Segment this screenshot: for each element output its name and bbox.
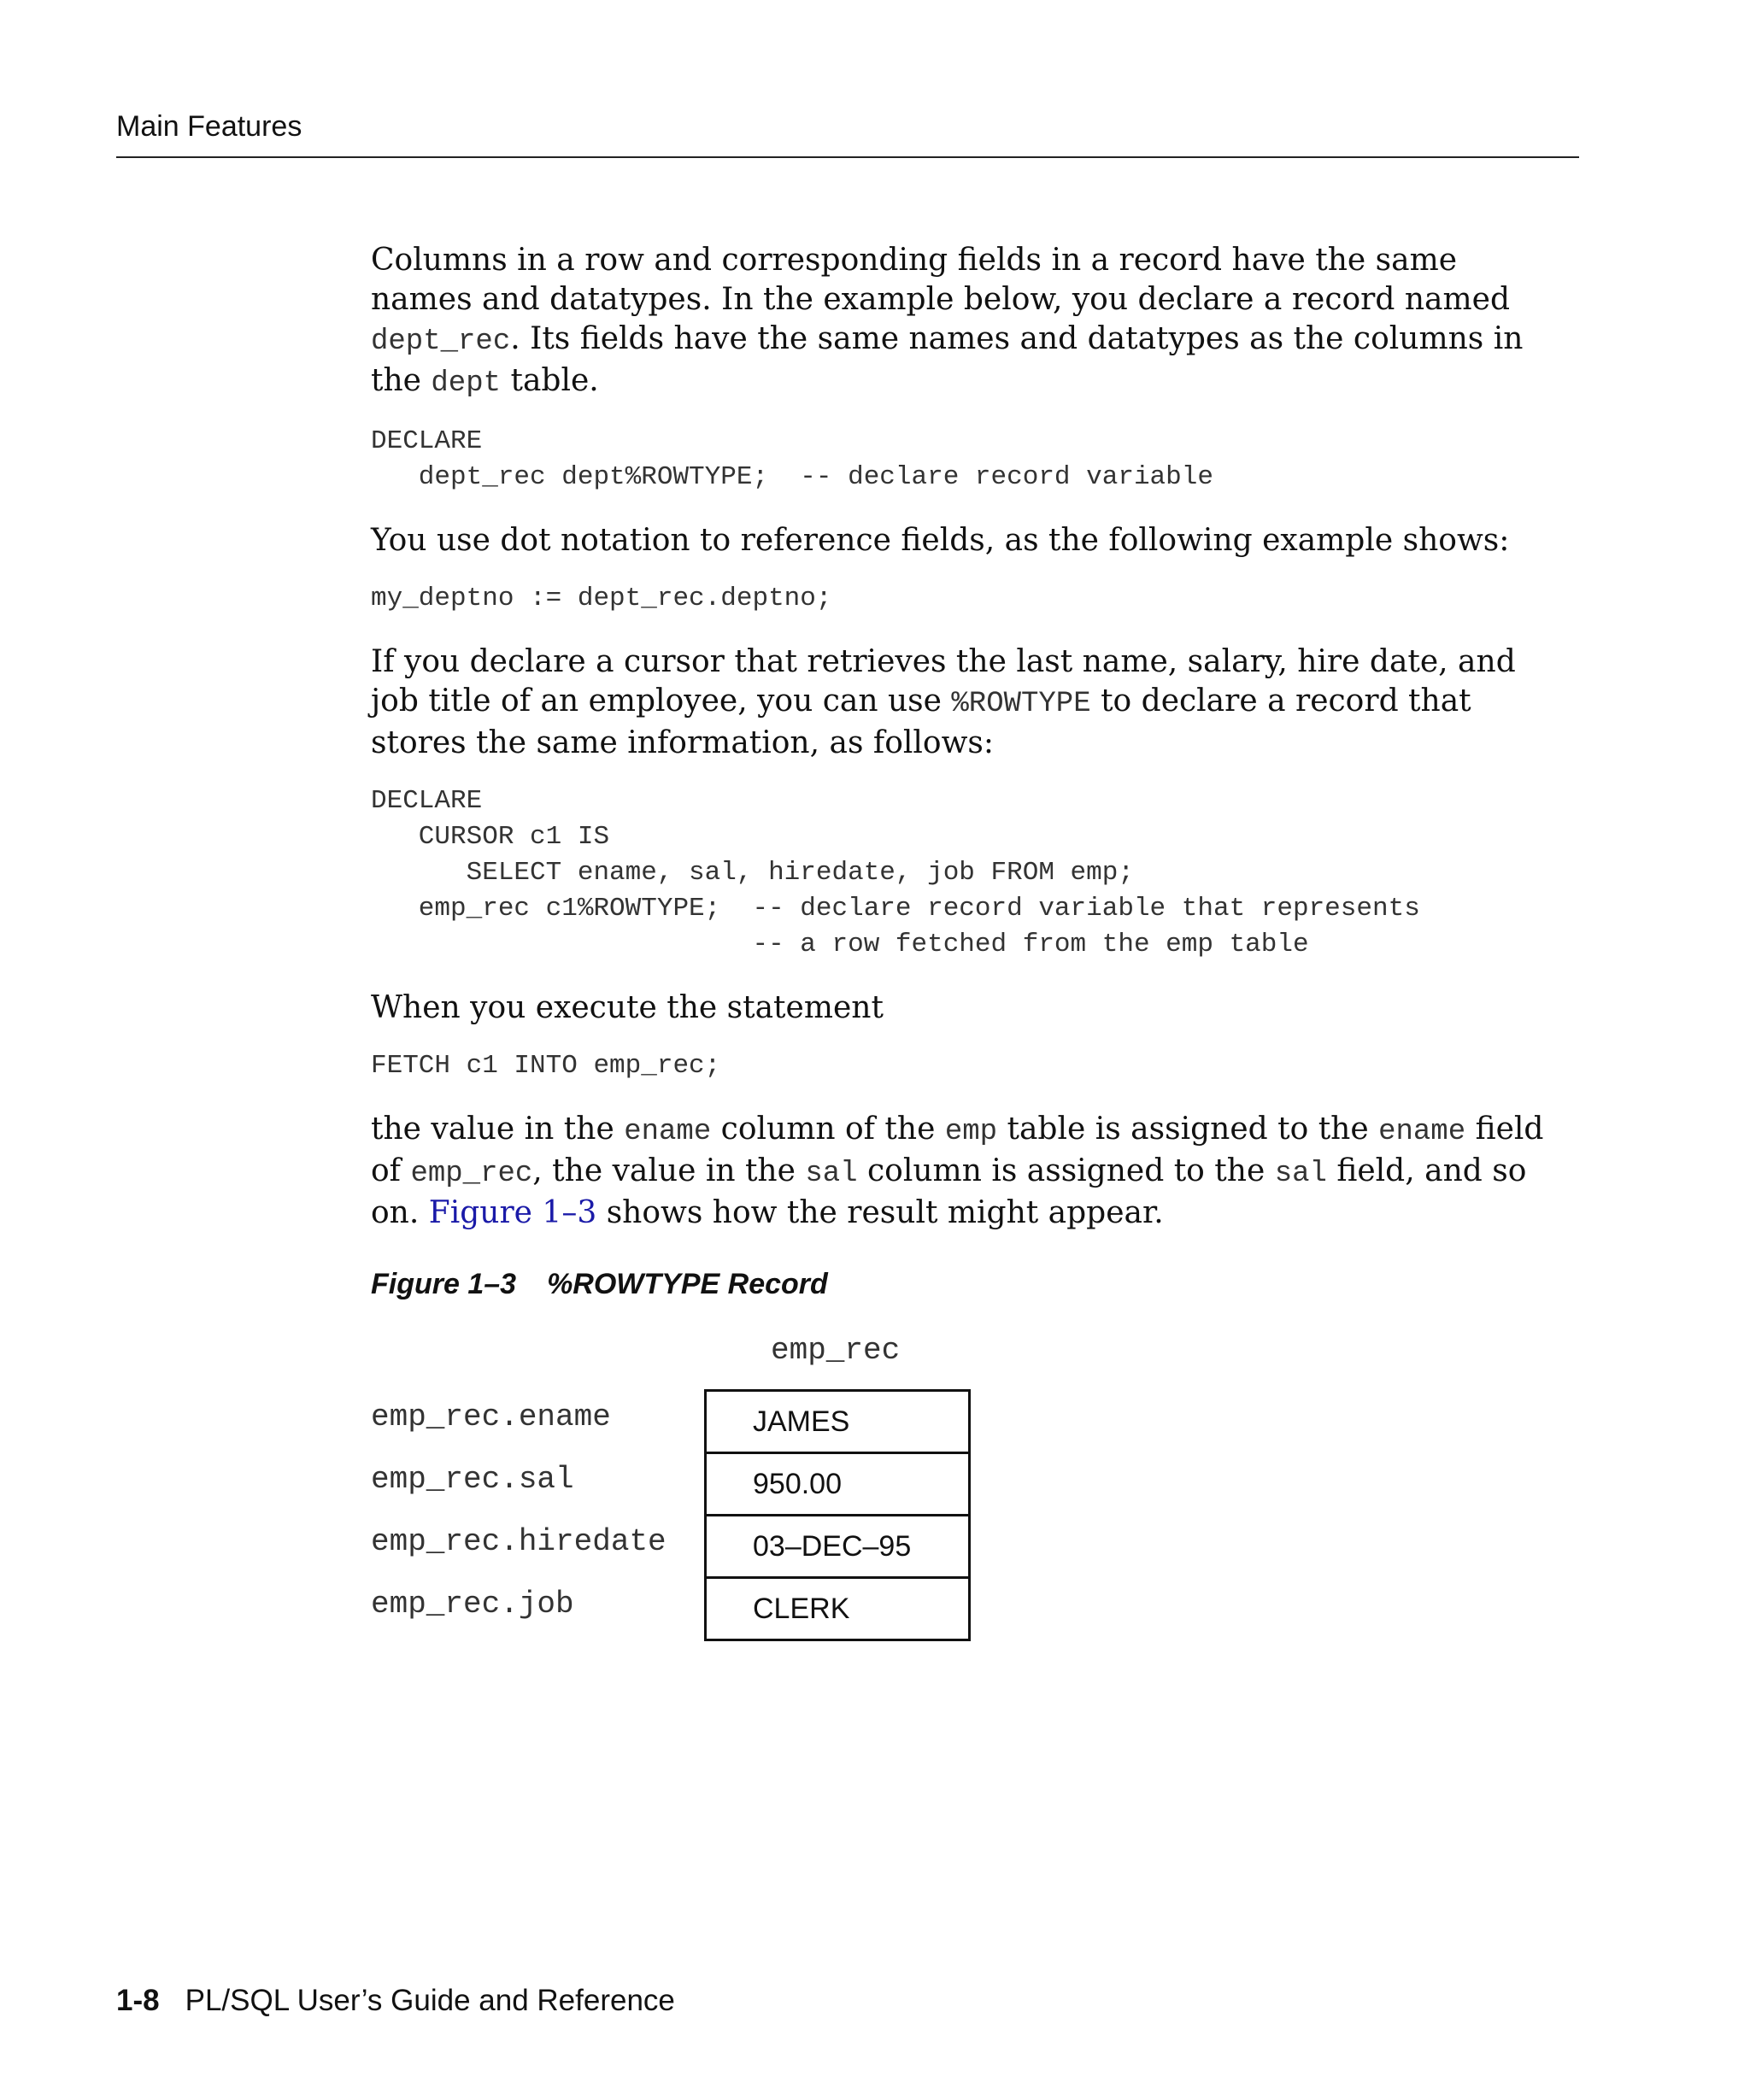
text: Columns in a row and corresponding fields in a record have the same names and datatypes. In the example below, you declare a record named: [371, 243, 1511, 317]
text: field of: [371, 1112, 1544, 1188]
text: table is assigned to the: [997, 1112, 1379, 1147]
figure-number: Figure 1–3: [371, 1268, 517, 1300]
text: field, and so on.: [371, 1153, 1527, 1230]
inline-code: sal: [1274, 1158, 1327, 1190]
text: , the value in the: [532, 1153, 806, 1188]
paragraph-fetch-result: [371, 1110, 1567, 1233]
field-label-hiredate: emp_rec.hiredate: [371, 1524, 667, 1559]
paragraph-cursor-rowtype: [371, 642, 1567, 763]
code-block-declare-dept-rec: DECLARE dept_rec dept%ROWTYPE; -- declare record variable: [371, 426, 1213, 492]
text: column is assigned to the: [857, 1153, 1275, 1188]
inline-code: emp: [944, 1116, 998, 1148]
text: column of the: [711, 1112, 945, 1147]
inline-code: %ROWTYPE: [951, 688, 1091, 720]
figure-caption: [371, 1268, 828, 1301]
paragraph-record-fields: [371, 241, 1567, 403]
page-header: [116, 107, 1579, 158]
book-title: PL/SQL User’s Guide and Reference: [185, 1984, 675, 2017]
text: to declare a record that stores the same information, as follows:: [371, 683, 1471, 760]
inline-code: sal: [805, 1158, 858, 1190]
page-footer: [116, 1984, 675, 2018]
inline-code: dept: [431, 367, 502, 400]
header-title: Main Features: [116, 110, 302, 143]
field-label-job: emp_rec.job: [371, 1587, 574, 1622]
code-block-fetch: FETCH c1 INTO emp_rec;: [371, 1051, 721, 1081]
inline-code: emp_rec: [410, 1158, 533, 1190]
code-block-cursor: DECLARE CURSOR c1 IS SELECT ename, sal, hiredate, job FROM emp; emp_rec c1%ROWTYPE; -- declare record variable that represents -- a row fetched from the emp table: [371, 786, 1420, 959]
field-label-sal: emp_rec.sal: [371, 1462, 574, 1497]
record-cell-ename: JAMES: [707, 1392, 968, 1454]
text: If you declare a cursor that retrieves the last name, salary, hire date, and job title of an employee, you can use: [371, 644, 1516, 719]
page-number: 1-8: [116, 1984, 160, 2017]
record-name: emp_rec: [771, 1333, 901, 1368]
field-label-ename: emp_rec.ename: [371, 1399, 611, 1434]
main-content: [371, 241, 1567, 1233]
inline-code: ename: [624, 1116, 712, 1148]
record-cell-job: CLERK: [753, 1593, 850, 1625]
paragraph-dot-notation: You use dot notation to reference fields, as the following example shows:: [371, 523, 1510, 558]
inline-code: ename: [1378, 1116, 1466, 1148]
inline-code: dept_rec: [371, 326, 511, 358]
record-cell-hiredate: 03–DEC–95: [707, 1516, 968, 1579]
text: table.: [501, 363, 599, 398]
rowtype-record-diagram: [371, 1324, 1054, 1649]
figure-title: %ROWTYPE Record: [547, 1268, 828, 1300]
paragraph-execute-statement: When you execute the statement: [371, 990, 884, 1025]
code-block-dot-notation: my_deptno := dept_rec.deptno;: [371, 584, 832, 613]
record-box: [704, 1389, 971, 1641]
figure-link[interactable]: Figure 1–3: [428, 1195, 597, 1230]
text: shows how the result might appear.: [596, 1195, 1164, 1230]
text: . Its fields have the same names and datatypes as the columns in the: [371, 321, 1524, 398]
record-cell-sal: 950.00: [707, 1454, 968, 1516]
text: the value in the: [371, 1112, 625, 1147]
